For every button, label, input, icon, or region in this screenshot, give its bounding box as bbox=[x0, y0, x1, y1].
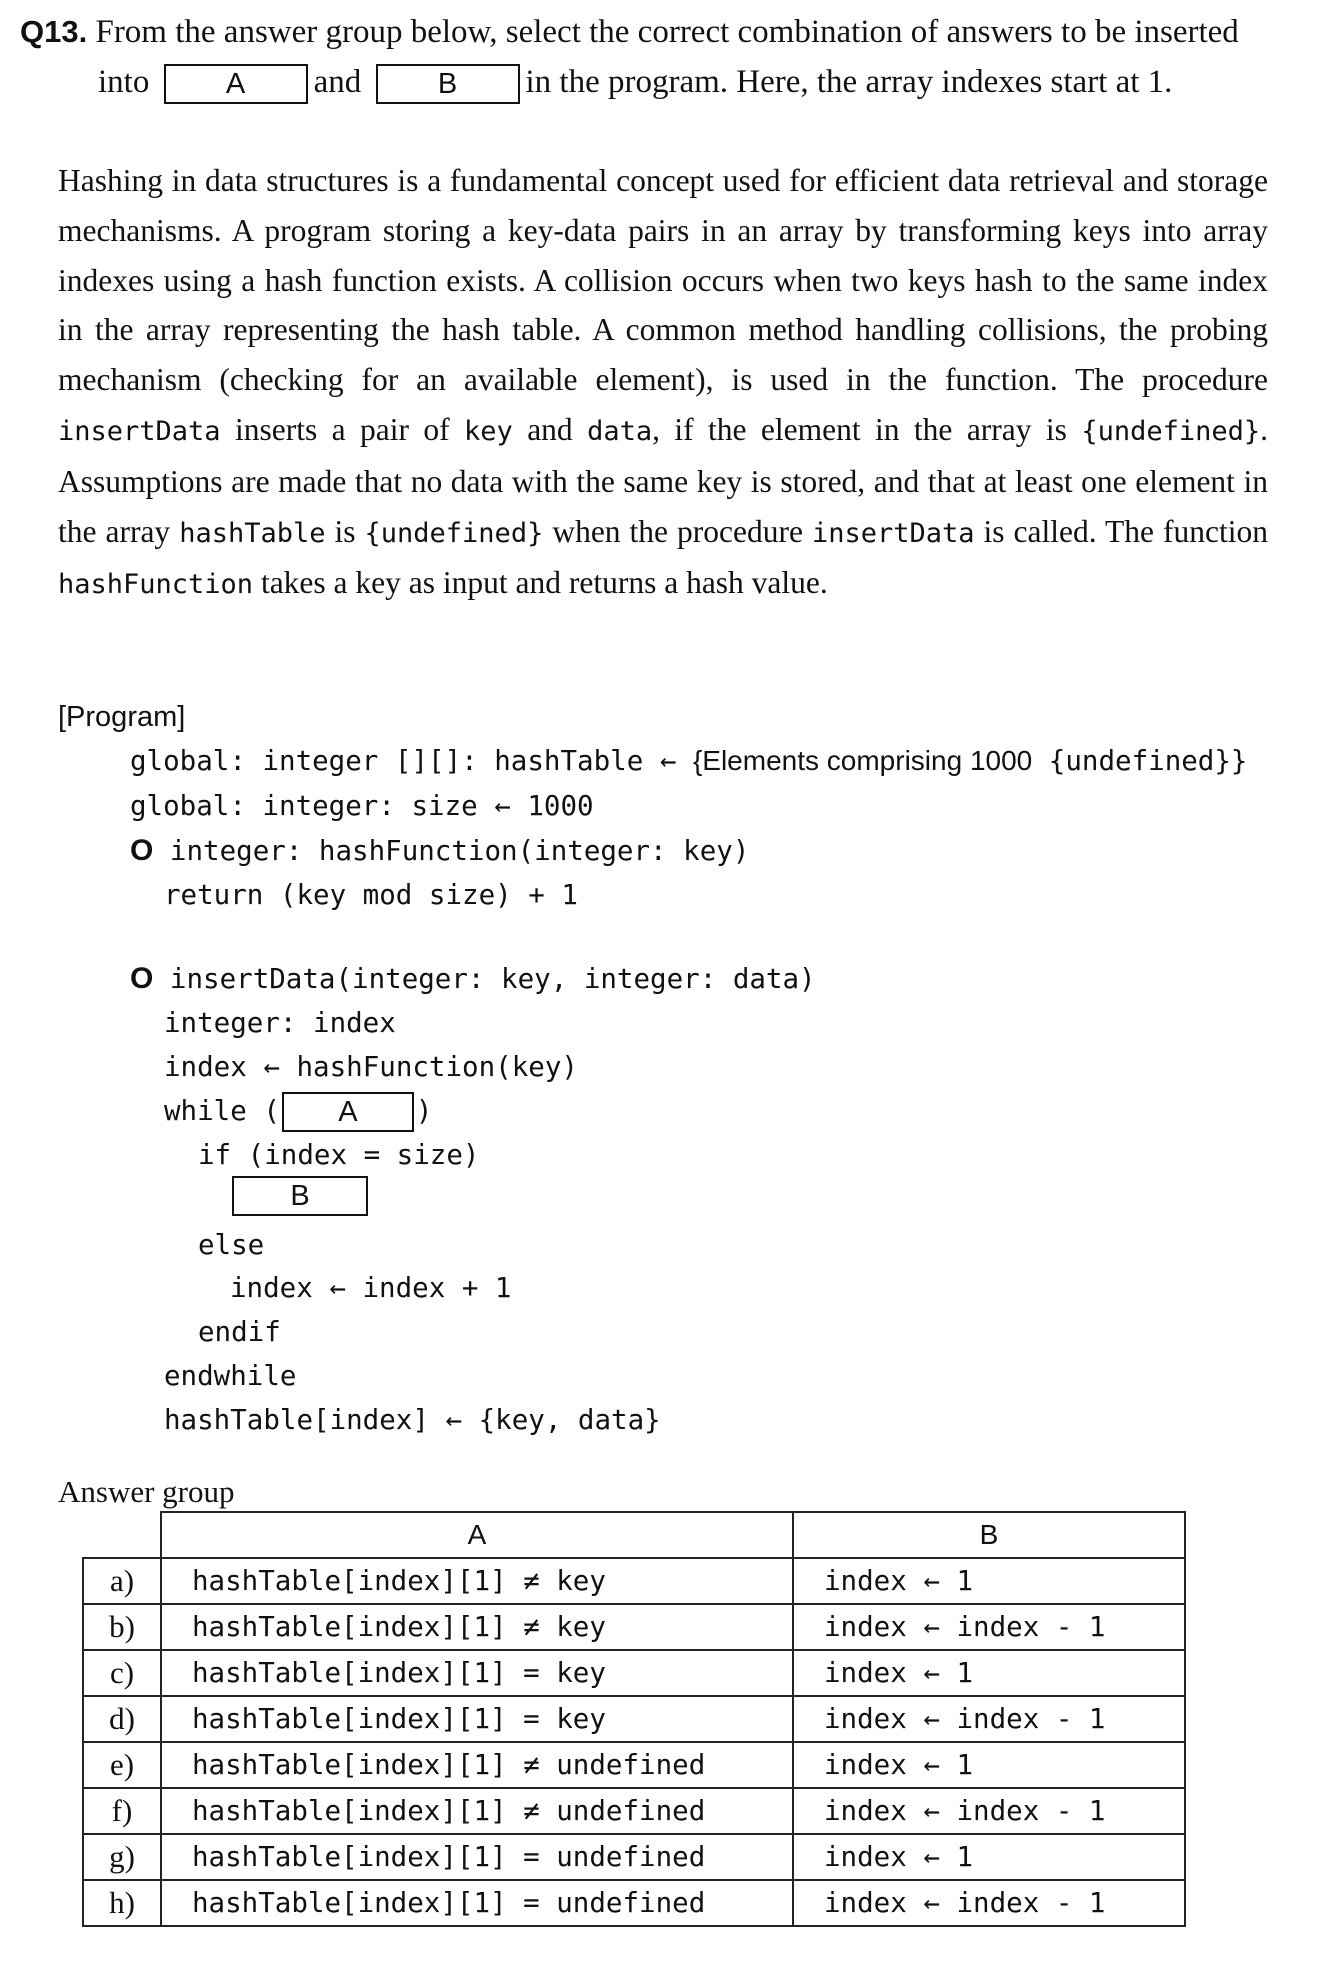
arrow-icon: ← bbox=[923, 1795, 940, 1827]
code-text: insertData(integer: key, integer: data) bbox=[169, 963, 816, 995]
question-tail: in the program. Here, the array indexes start at 1. bbox=[525, 64, 1173, 100]
code-text: global: integer: size bbox=[130, 790, 478, 822]
para-text: when the procedure bbox=[543, 513, 812, 549]
para-code: {undefined} bbox=[364, 517, 544, 549]
code-comment: {Elements comprising 1000 bbox=[692, 745, 1033, 776]
code-line-store bbox=[164, 1404, 661, 1436]
answer-b-pre: index bbox=[824, 1887, 907, 1919]
answer-header-empty bbox=[83, 1512, 161, 1558]
answer-label: g) bbox=[83, 1834, 161, 1880]
para-code: insertData bbox=[58, 415, 221, 447]
answer-a-cell: hashTable[index][1] ≠ undefined bbox=[161, 1742, 793, 1788]
arrow-icon: ← bbox=[923, 1749, 940, 1781]
answer-a-cell: hashTable[index][1] ≠ key bbox=[161, 1558, 793, 1604]
answer-label: b) bbox=[83, 1604, 161, 1650]
code-line-endif: endif bbox=[198, 1316, 281, 1348]
answer-table bbox=[82, 1511, 1186, 1927]
question-line-1 bbox=[20, 14, 1239, 51]
code-text: global: integer [][]: hashTable bbox=[130, 745, 644, 777]
answer-b-cell bbox=[793, 1650, 1185, 1696]
answer-row[interactable] bbox=[83, 1604, 1185, 1650]
circle-icon: O bbox=[130, 962, 154, 995]
answer-a-cell: hashTable[index][1] = key bbox=[161, 1696, 793, 1742]
para-text: Hashing in data structures is a fundamental concept used for efficient data retrieval and storage mechanisms. A program storing a key-data pairs in an array by transforming keys into array indexes using a hash function exists. A collision occurs when two keys hash to the same index in the array representing the hash table. A common method handling collisions, the probing mechanism (checking for an available element), is used in the function. The procedure bbox=[58, 163, 1268, 398]
answer-a-cell: hashTable[index][1] ≠ key bbox=[161, 1604, 793, 1650]
answer-row[interactable] bbox=[83, 1558, 1185, 1604]
answer-row[interactable] bbox=[83, 1650, 1185, 1696]
answer-b-post: 1 bbox=[956, 1841, 974, 1873]
answer-b-pre: index bbox=[824, 1657, 907, 1689]
answer-a-cell: hashTable[index][1] = undefined bbox=[161, 1834, 793, 1880]
arrow-icon: ← bbox=[923, 1611, 940, 1643]
code-line-hashfunction-decl bbox=[130, 834, 749, 868]
code-text: hashTable[index] bbox=[164, 1404, 429, 1436]
answer-a-cell: hashTable[index][1] = undefined bbox=[161, 1880, 793, 1926]
answer-a-cell: hashTable[index][1] = key bbox=[161, 1650, 793, 1696]
arrow-icon: ← bbox=[923, 1841, 940, 1873]
question-text: From the answer group below, select the correct combination of answers to be inserted bbox=[95, 14, 1239, 50]
para-text: is bbox=[325, 513, 365, 549]
code-text: while ( bbox=[164, 1095, 280, 1127]
para-text: and bbox=[512, 411, 588, 447]
answer-label: d) bbox=[83, 1696, 161, 1742]
answer-label: h) bbox=[83, 1880, 161, 1926]
answer-header-row bbox=[83, 1512, 1185, 1558]
para-text: . Assumptions are made that no data with the same key is stored, and that at least one element in the array bbox=[58, 411, 1269, 549]
arrow-icon: ← bbox=[329, 1272, 346, 1304]
answer-label: c) bbox=[83, 1650, 161, 1696]
arrow-icon: ← bbox=[923, 1657, 940, 1689]
para-code: hashFunction bbox=[58, 569, 254, 601]
code-text: index bbox=[230, 1272, 313, 1304]
answer-b-post: 1 bbox=[956, 1749, 974, 1781]
code-text: {key, data} bbox=[478, 1404, 661, 1436]
code-line-index-decl: integer: index bbox=[164, 1007, 396, 1039]
question-into: into bbox=[98, 64, 150, 100]
code-line-insertdata-decl bbox=[130, 962, 816, 996]
question-number: Q13. bbox=[20, 14, 88, 49]
answer-row[interactable] bbox=[83, 1788, 1185, 1834]
arrow-icon: ← bbox=[923, 1565, 940, 1597]
code-line-if: if (index = size) bbox=[198, 1139, 480, 1171]
code-text: hashFunction(key) bbox=[296, 1051, 578, 1083]
answer-b-cell bbox=[793, 1604, 1185, 1650]
blank-b-box: B bbox=[376, 64, 520, 104]
question-line-2 bbox=[98, 64, 1172, 104]
answer-b-cell bbox=[793, 1558, 1185, 1604]
code-line-blank-b bbox=[230, 1176, 370, 1216]
answer-b-pre: index bbox=[824, 1565, 907, 1597]
para-code: key bbox=[464, 415, 513, 447]
answer-b-pre: index bbox=[824, 1841, 907, 1873]
blank-a-box: A bbox=[282, 1092, 414, 1132]
answer-label: e) bbox=[83, 1742, 161, 1788]
code-text: index + 1 bbox=[362, 1272, 512, 1304]
code-line-else: else bbox=[198, 1229, 265, 1261]
code-line-index-assign bbox=[164, 1051, 578, 1083]
arrow-icon: ← bbox=[659, 745, 677, 777]
arrow-icon: ← bbox=[445, 1404, 463, 1436]
answer-b-cell bbox=[793, 1834, 1185, 1880]
answer-b-post: 1 bbox=[956, 1657, 974, 1689]
answer-b-cell bbox=[793, 1696, 1185, 1742]
answer-header-b: B bbox=[793, 1512, 1185, 1558]
answer-label: a) bbox=[83, 1558, 161, 1604]
answer-a-cell: hashTable[index][1] ≠ undefined bbox=[161, 1788, 793, 1834]
answer-b-pre: index bbox=[824, 1611, 907, 1643]
answer-row[interactable] bbox=[83, 1742, 1185, 1788]
answer-label: f) bbox=[83, 1788, 161, 1834]
blank-a-box: A bbox=[164, 64, 308, 104]
answer-b-pre: index bbox=[824, 1749, 907, 1781]
code-line-increment bbox=[230, 1272, 512, 1304]
answer-row[interactable] bbox=[83, 1880, 1185, 1926]
code-line-global-hashtable bbox=[130, 745, 1247, 777]
para-text: takes a key as input and returns a hash value. bbox=[253, 565, 828, 601]
answer-group-label: Answer group bbox=[58, 1474, 235, 1509]
code-line-while bbox=[164, 1092, 432, 1132]
question-and: and bbox=[313, 64, 362, 100]
answer-b-cell bbox=[793, 1742, 1185, 1788]
answer-b-cell bbox=[793, 1880, 1185, 1926]
answer-b-post: index - 1 bbox=[956, 1611, 1106, 1643]
para-code: insertData bbox=[811, 517, 975, 549]
answer-b-pre: index bbox=[824, 1703, 907, 1735]
program-label: [Program] bbox=[58, 701, 186, 733]
para-code: data bbox=[587, 415, 653, 447]
answer-b-pre: index bbox=[824, 1795, 907, 1827]
answer-b-post: index - 1 bbox=[956, 1703, 1106, 1735]
description-paragraph bbox=[58, 156, 1268, 610]
code-line-endwhile: endwhile bbox=[164, 1360, 297, 1392]
blank-b-box: B bbox=[232, 1176, 368, 1216]
answer-b-post: index - 1 bbox=[956, 1795, 1106, 1827]
code-text: ) bbox=[415, 1095, 433, 1127]
arrow-icon: ← bbox=[923, 1887, 940, 1919]
code-text: integer: hashFunction(integer: key) bbox=[169, 835, 750, 867]
arrow-icon: ← bbox=[923, 1703, 940, 1735]
answer-row[interactable] bbox=[83, 1696, 1185, 1742]
answer-b-post: index - 1 bbox=[956, 1887, 1106, 1919]
para-text: inserts a pair of bbox=[220, 411, 465, 447]
code-line-return: return (key mod size) + 1 bbox=[164, 879, 578, 911]
answer-header-a: A bbox=[161, 1512, 793, 1558]
arrow-icon: ← bbox=[494, 790, 511, 822]
code-text: index bbox=[164, 1051, 247, 1083]
answer-row[interactable] bbox=[83, 1834, 1185, 1880]
para-code: hashTable bbox=[179, 517, 326, 549]
code-text: {undefined}} bbox=[1048, 745, 1248, 777]
code-text: 1000 bbox=[527, 790, 594, 822]
circle-icon: O bbox=[130, 834, 154, 867]
answer-b-cell bbox=[793, 1788, 1185, 1834]
para-code: {undefined} bbox=[1081, 415, 1261, 447]
answer-b-post: 1 bbox=[956, 1565, 974, 1597]
arrow-icon: ← bbox=[263, 1051, 280, 1083]
code-line-global-size bbox=[130, 790, 594, 822]
para-text: , if the element in the array is bbox=[652, 411, 1082, 447]
para-text: is called. The function bbox=[974, 513, 1268, 549]
